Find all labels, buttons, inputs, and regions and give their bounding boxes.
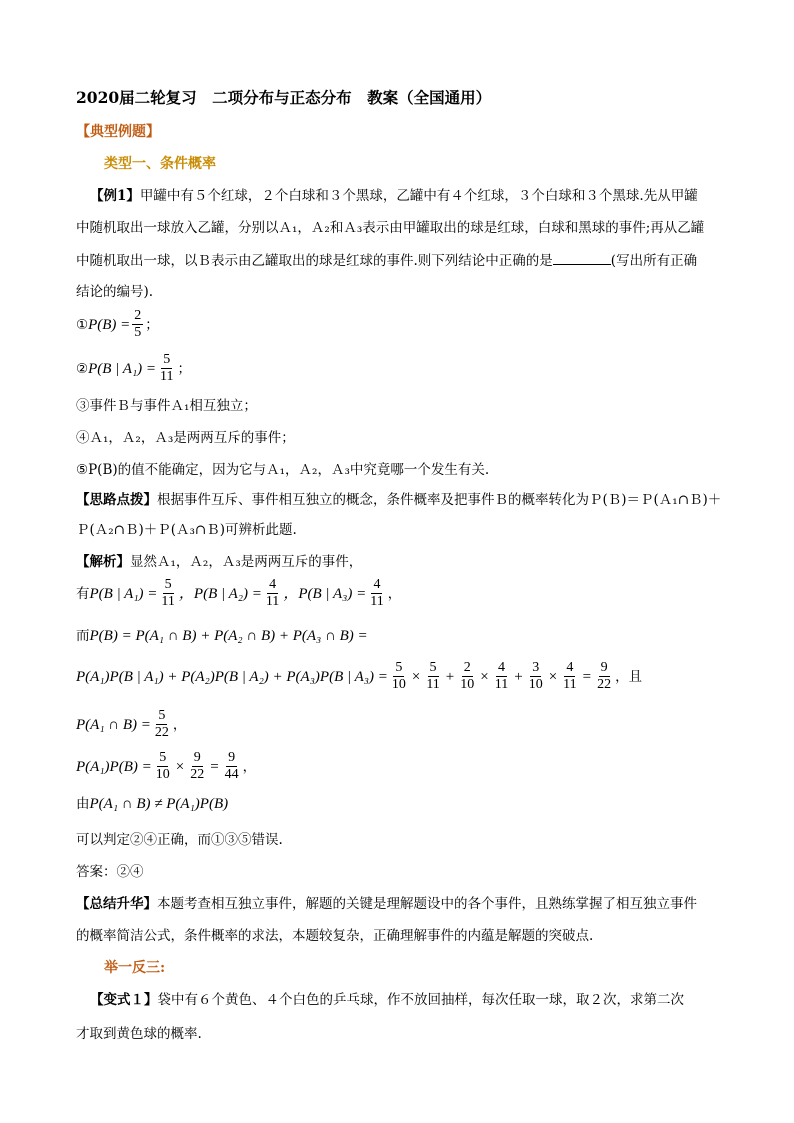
numerator: 3 [532, 660, 540, 675]
example-text: 甲罐中有５个红球，２个白球和３个黑球，乙罐中有４个红球，３个白球和３个黑球.先从甲罐 [139, 188, 698, 204]
fraction [154, 750, 172, 783]
operator: × [411, 668, 421, 685]
example-line-3 [76, 250, 697, 271]
fraction [595, 660, 613, 693]
variant-tag: 【变式１】 [90, 992, 158, 1008]
fraction [188, 750, 206, 783]
punct: ， [387, 585, 402, 602]
operator: + [445, 668, 455, 685]
fraction-chain [388, 660, 615, 693]
fraction [458, 660, 476, 693]
fraction [132, 308, 143, 341]
numerator: 2 [134, 308, 142, 323]
denominator: 11 [161, 594, 175, 609]
denominator: 10 [528, 677, 543, 692]
example-text: 中随机取出一球，以Ｂ表示由乙罐取出的球是红球的事件.则下列结论中正确的是 [76, 253, 553, 269]
numerator: 5 [395, 660, 403, 675]
formula: ，P(B | A₂) = [178, 585, 262, 602]
summary-tag: 【总结升华】 [76, 896, 157, 912]
solution-text: 由 [76, 796, 90, 812]
punct: ； [145, 316, 159, 333]
punct: ， [242, 758, 257, 775]
numerator: 9 [600, 660, 608, 675]
operator: × [175, 758, 185, 775]
solution-line-2 [76, 577, 401, 610]
hint-line-1 [76, 490, 721, 510]
fraction [158, 352, 175, 385]
operator: + [514, 668, 523, 685]
section-heading: 【典型例题】 [76, 124, 160, 140]
example-line-2: 中随机取出一球放入乙罐，分别以Ａ₁，Ａ₂和Ａ₃表示由甲罐取出的球是红球，白球和黑球的事件;再从乙罐 [76, 220, 705, 236]
denominator: 5 [134, 325, 142, 340]
numerator: 5 [429, 660, 437, 675]
operator: = [582, 668, 592, 685]
option-mark: ① [76, 316, 89, 333]
solution-line-4 [76, 660, 642, 693]
formula: P(A₁ ∩ B) = [76, 716, 151, 733]
numerator: 9 [228, 750, 236, 765]
option-3: ③事件Ｂ与事件Ａ₁相互独立； [76, 398, 257, 414]
solution-text: 显然Ａ₁，Ａ₂，Ａ₃是两两互斥的事件， [130, 554, 363, 570]
hint-line-2: Ｐ(Ａ₂∩Ｂ)＋Ｐ(Ａ₃∩Ｂ)可辨析此题. [76, 522, 297, 538]
solution-line-7 [76, 794, 228, 814]
option-1 [76, 308, 159, 341]
variant-line-1 [90, 990, 684, 1010]
solution-text: 有 [76, 585, 90, 602]
formula: ，P(B | A₃) = [283, 585, 367, 602]
summary-text: 本题考查相互独立事件，解题的关键是理解题设中的各个事件，且熟练掌握了相互独立事件 [157, 896, 697, 912]
punct: ； [177, 360, 192, 377]
denominator: 22 [154, 725, 169, 740]
summary-line-2: 的概率简洁公式，条件概率的求法，本题较复杂，正确理解事件的内蕴是解题的突破点. [76, 928, 594, 944]
numerator: 4 [566, 660, 574, 675]
numerator: 2 [463, 660, 471, 675]
denominator: 11 [370, 594, 384, 609]
denominator: 10 [391, 677, 406, 692]
numerator: 4 [269, 577, 277, 592]
answer-blank [553, 250, 611, 265]
operator: × [480, 668, 489, 685]
fraction [153, 708, 171, 741]
option-2 [76, 352, 191, 385]
numerator: 4 [373, 577, 381, 592]
fraction [223, 750, 241, 783]
variant-line-2: 才取到黄色球的概率. [76, 1026, 202, 1042]
formula: P(A₁)P(B | A₁) + P(A₂)P(B | A₂) + P(A₃)P(B | A₃) = [76, 668, 388, 685]
practice-heading: 举一反三: [104, 960, 166, 976]
summary-line-1 [76, 894, 697, 914]
solution-line-1 [76, 552, 362, 572]
numerator: 5 [164, 577, 172, 592]
fraction [159, 577, 176, 610]
formula: P(B | A₁) = [88, 360, 157, 377]
fraction [561, 660, 578, 693]
solution-line-3 [76, 626, 368, 646]
denominator: 44 [224, 767, 239, 782]
fraction [390, 660, 408, 693]
answer-line: 答案：②④ [76, 864, 144, 880]
denominator: 22 [190, 767, 205, 782]
solution-line-5 [76, 708, 186, 741]
fraction [368, 577, 385, 610]
numerator: 9 [193, 750, 201, 765]
type-heading: 类型一、条件概率 [104, 156, 216, 172]
option-5: ⑤P(B)的值不能确定，因为它与Ａ₁，Ａ₂，Ａ₃中究竟哪一个发生有关. [76, 462, 490, 478]
denominator: 11 [494, 677, 509, 692]
denominator: 10 [155, 767, 170, 782]
example-tag: 【例1】 [90, 188, 140, 204]
solution-text: 而 [76, 628, 90, 644]
fraction [493, 660, 510, 693]
solution-text: ，且 [615, 668, 643, 685]
operator: × [548, 668, 558, 685]
denominator: 11 [160, 369, 174, 384]
formula: P(A₁)P(B) = [76, 758, 152, 775]
formula: P(A₁ ∩ B) ≠ P(A₁)P(B) [89, 796, 229, 812]
option-4: ④Ａ₁，Ａ₂，Ａ₃是两两互斥的事件； [76, 430, 295, 446]
formula: P(B) = P(A₁ ∩ B) + P(A₂ ∩ B) + P(A₃ ∩ B) = [89, 628, 368, 644]
fraction [424, 660, 441, 693]
variant-text: 袋中有６个黄色、４个白色的乒乓球，作不放回抽样，每次任取一球，取２次，求第二次 [157, 992, 684, 1008]
option-mark: ② [76, 360, 89, 377]
hint-text: 根据事件互斥、事件相互独立的概念，条件概率及把事件Ｂ的概率转化为Ｐ(Ｂ)＝Ｐ(Ａ₁∩Ｂ)＋ [157, 492, 722, 508]
numerator: 5 [163, 352, 171, 367]
denominator: 11 [563, 677, 577, 692]
solution-line-8: 可以判定②④正确，而①③⑤错误. [76, 832, 283, 848]
formula: P(B | A₁) = [89, 585, 158, 602]
example-line-4: 结论的编号). [76, 284, 154, 300]
numerator: 5 [158, 708, 166, 723]
fraction [527, 660, 545, 693]
example-text: (写出所有正确 [610, 253, 698, 269]
page-title: 2020届二轮复习 二项分布与正态分布 教案（全国通用） [76, 88, 492, 107]
hint-tag: 【思路点拨】 [76, 492, 157, 508]
numerator: 4 [497, 660, 505, 675]
fraction [264, 577, 281, 610]
formula: P(B) = [88, 316, 131, 333]
denominator: 22 [597, 677, 612, 692]
fraction-chain [152, 750, 243, 783]
denominator: 11 [426, 677, 440, 692]
solution-line-6 [76, 750, 256, 783]
solution-tag: 【解析】 [76, 554, 130, 570]
operator: = [210, 758, 219, 775]
denominator: 10 [460, 677, 475, 692]
denominator: 11 [265, 594, 280, 609]
numerator: 5 [159, 750, 167, 765]
punct: ， [172, 716, 187, 733]
example-line-1 [90, 186, 698, 206]
